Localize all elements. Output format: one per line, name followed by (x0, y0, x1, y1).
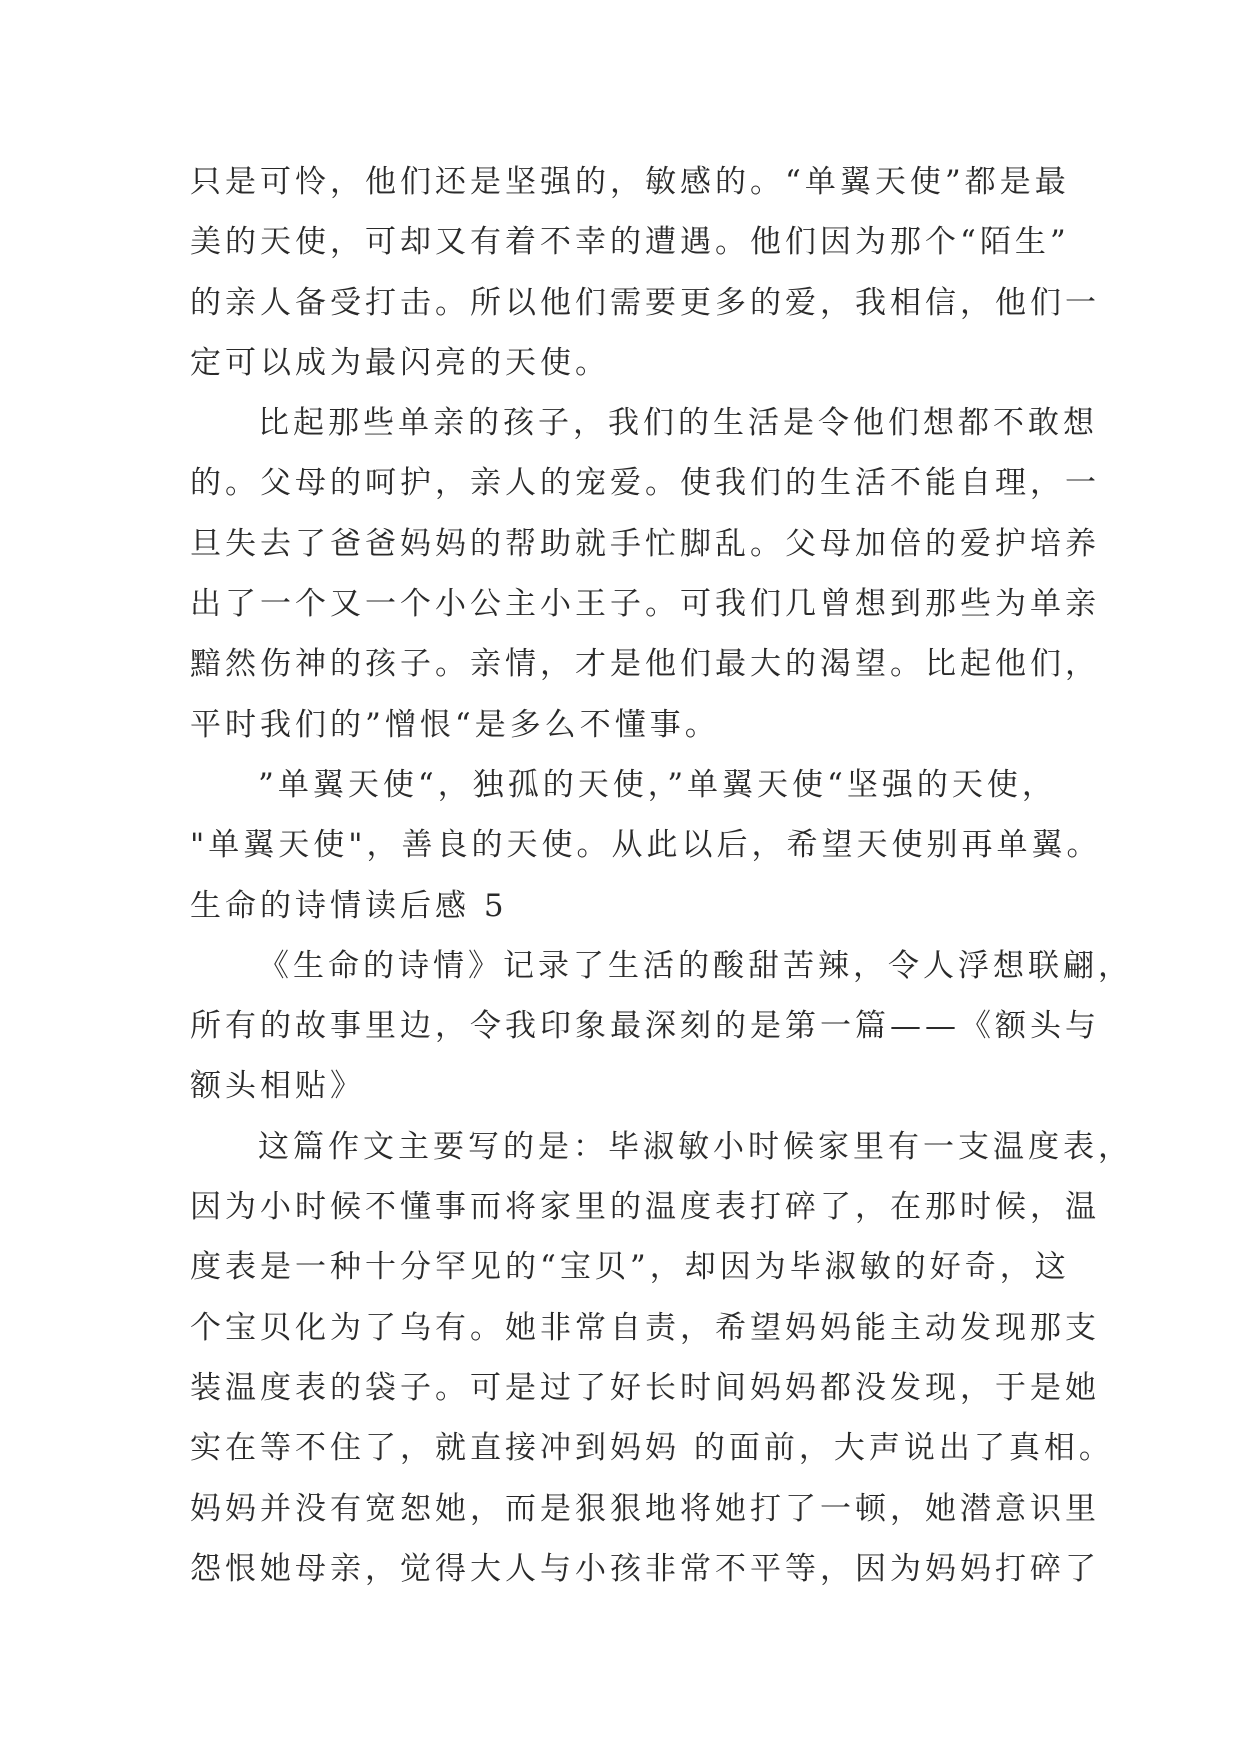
text-line: 出了一个又一个小公主小王子。可我们几曾想到那些为单亲 (190, 586, 1100, 623)
text-line: 怨恨她母亲，觉得大人与小孩非常不平等，因为妈妈打碎了 (190, 1550, 1100, 1587)
text-line: 额头相贴》 (190, 1068, 365, 1105)
text-line: 平时我们的”憎恨“是多么不懂事。 (190, 706, 720, 743)
text-line: 的。父母的呵护，亲人的宠爱。使我们的生活不能自理，一 (190, 465, 1100, 502)
text-line: 旦失去了爸爸妈妈的帮助就手忙脚乱。父母加倍的爱护培养 (190, 525, 1100, 562)
paragraph-start-line: ”单翼天使“，独孤的天使，”单翼天使“坚强的天使， (258, 766, 1057, 803)
text-line: 的亲人备受打击。所以他们需要更多的爱，我相信，他们一 (190, 284, 1100, 321)
text-line: 装温度表的袋子。可是过了好长时间妈妈都没发现，于是她 (190, 1369, 1100, 1406)
text-line: 度表是一种十分罕见的“宝贝”，却因为毕淑敏的好奇，这 (190, 1249, 1070, 1286)
text-line: 实在等不住了，就直接冲到妈妈 的面前，大声说出了真相。 (190, 1430, 1114, 1467)
text-line: 美的天使，可却又有着不幸的遭遇。他们因为那个“陌生” (190, 224, 1070, 261)
paragraph-start-line: 《生命的诗情》记录了生活的酸甜苦辣，令人浮想联翩， (258, 947, 1133, 984)
paragraph-start-line: 比起那些单亲的孩子，我们的生活是令他们想都不敢想 (258, 405, 1098, 442)
section-heading: 生命的诗情读后感 5 (190, 887, 508, 924)
text-line: 所有的故事里边，令我印象最深刻的是第一篇——《额头与 (190, 1008, 1100, 1045)
text-line: 黯然伤神的孩子。亲情，才是他们最大的渴望。比起他们， (190, 646, 1100, 683)
text-line: "单翼天使"，善良的天使。从此以后，希望天使别再单翼。 (190, 827, 1102, 864)
text-line: 个宝贝化为了乌有。她非常自责，希望妈妈能主动发现那支 (190, 1309, 1100, 1346)
text-line: 因为小时候不懂事而将家里的温度表打碎了，在那时候，温 (190, 1189, 1100, 1226)
text-line: 只是可怜，他们还是坚强的，敏感的。“单翼天使”都是最 (190, 164, 1070, 200)
paragraph-start-line: 这篇作文主要写的是：毕淑敏小时候家里有一支温度表， (258, 1128, 1133, 1165)
text-line: 妈妈并没有宽恕她，而是狠狠地将她打了一顿，她潜意识里 (190, 1490, 1100, 1527)
text-line: 定可以成为最闪亮的天使。 (190, 344, 610, 381)
document-body (190, 152, 1133, 1599)
